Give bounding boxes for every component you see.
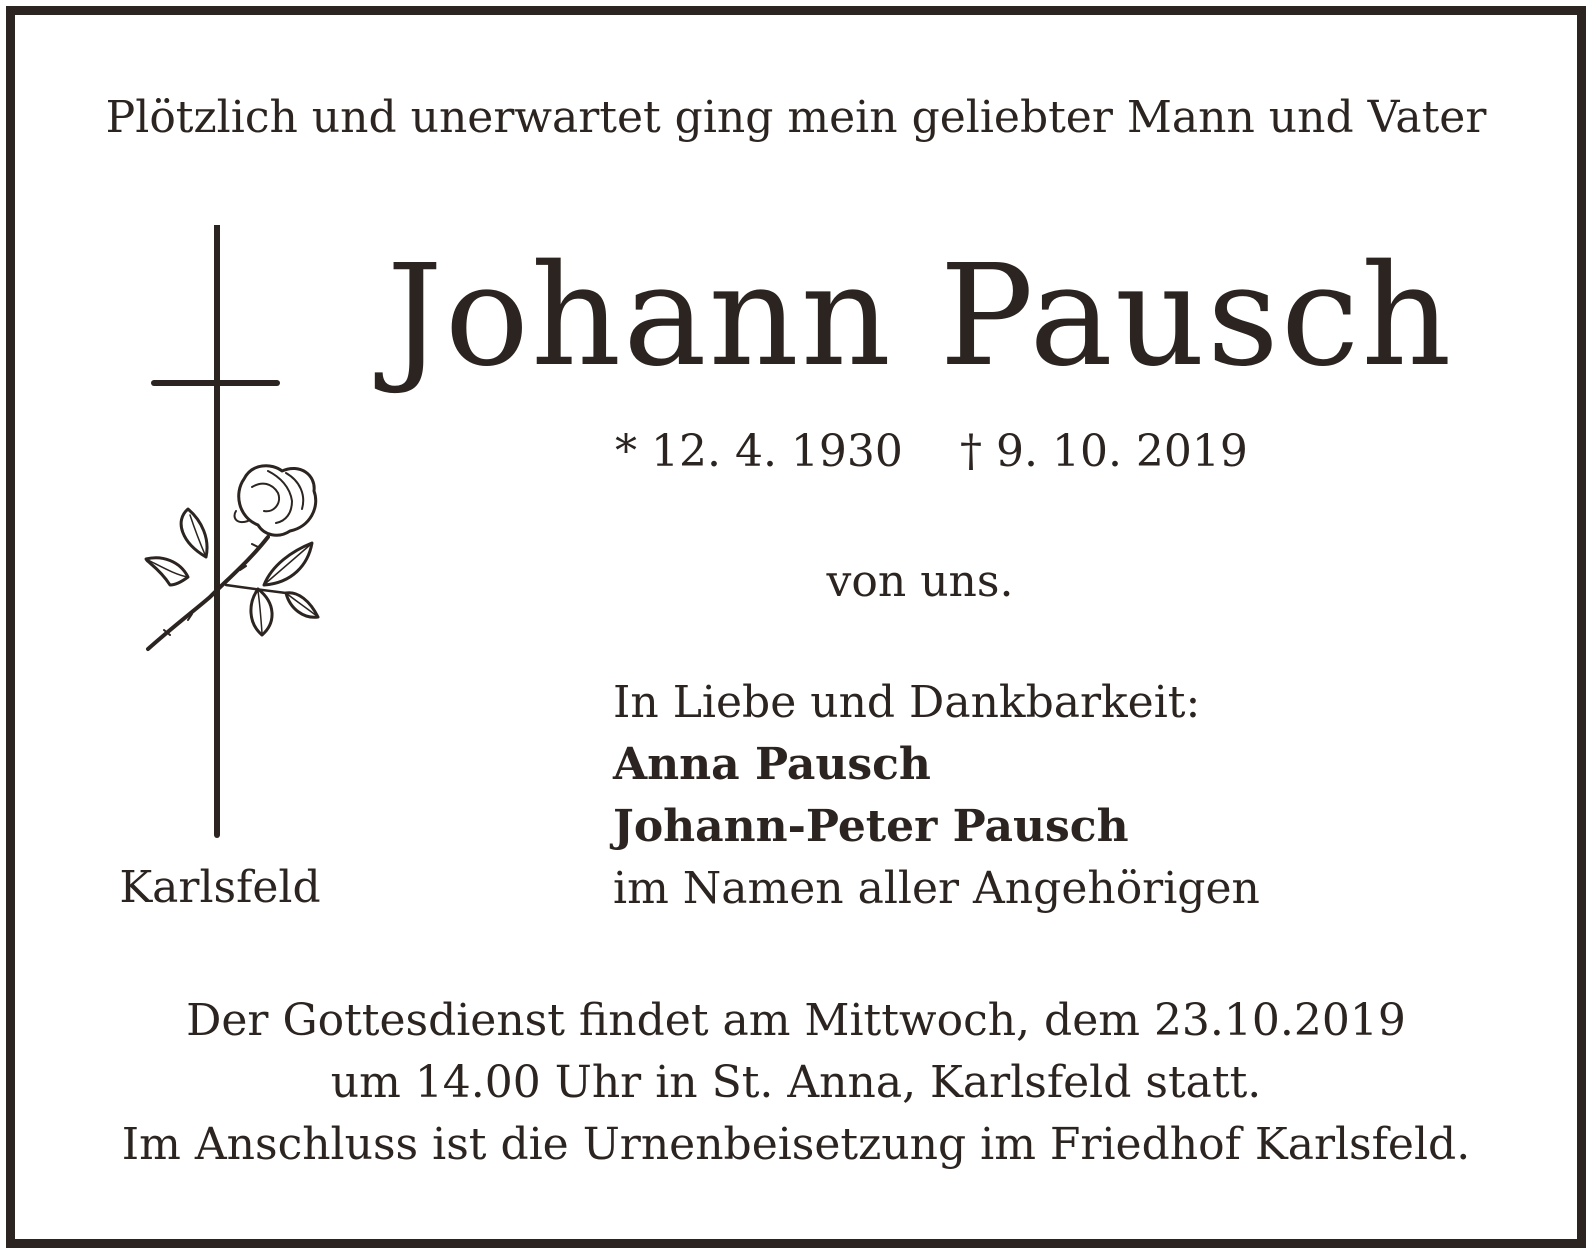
- mourners-intro: In Liebe und Dankbarkeit:: [613, 677, 1201, 728]
- cross-with-rose-icon: [140, 225, 340, 850]
- mourner-name: Anna Pausch: [613, 739, 931, 790]
- service-line: Im Anschluss ist die Urnenbeisetzung im Friedhof Karlsfeld.: [121, 1119, 1471, 1170]
- intro-text: Plötzlich und unerwartet ging mein geliebter Mann und Vater: [105, 92, 1487, 143]
- birth-date: * 12. 4. 1930: [615, 426, 903, 477]
- closing-text: von uns.: [826, 556, 1014, 607]
- service-line: Der Gottesdienst findet am Mittwoch, dem 23.10.2019: [186, 995, 1406, 1046]
- death-date: † 9. 10. 2019: [960, 426, 1248, 477]
- service-line: um 14.00 Uhr in St. Anna, Karlsfeld statt.: [330, 1057, 1262, 1108]
- mourner-name: Johann-Peter Pausch: [613, 801, 1129, 852]
- deceased-name: Johann Pausch: [386, 235, 1454, 398]
- place-name: Karlsfeld: [119, 862, 321, 913]
- service-details: [0, 990, 1592, 1176]
- mourners-block: [613, 672, 1260, 920]
- mourners-outro: im Namen aller Angehörigen: [613, 863, 1260, 914]
